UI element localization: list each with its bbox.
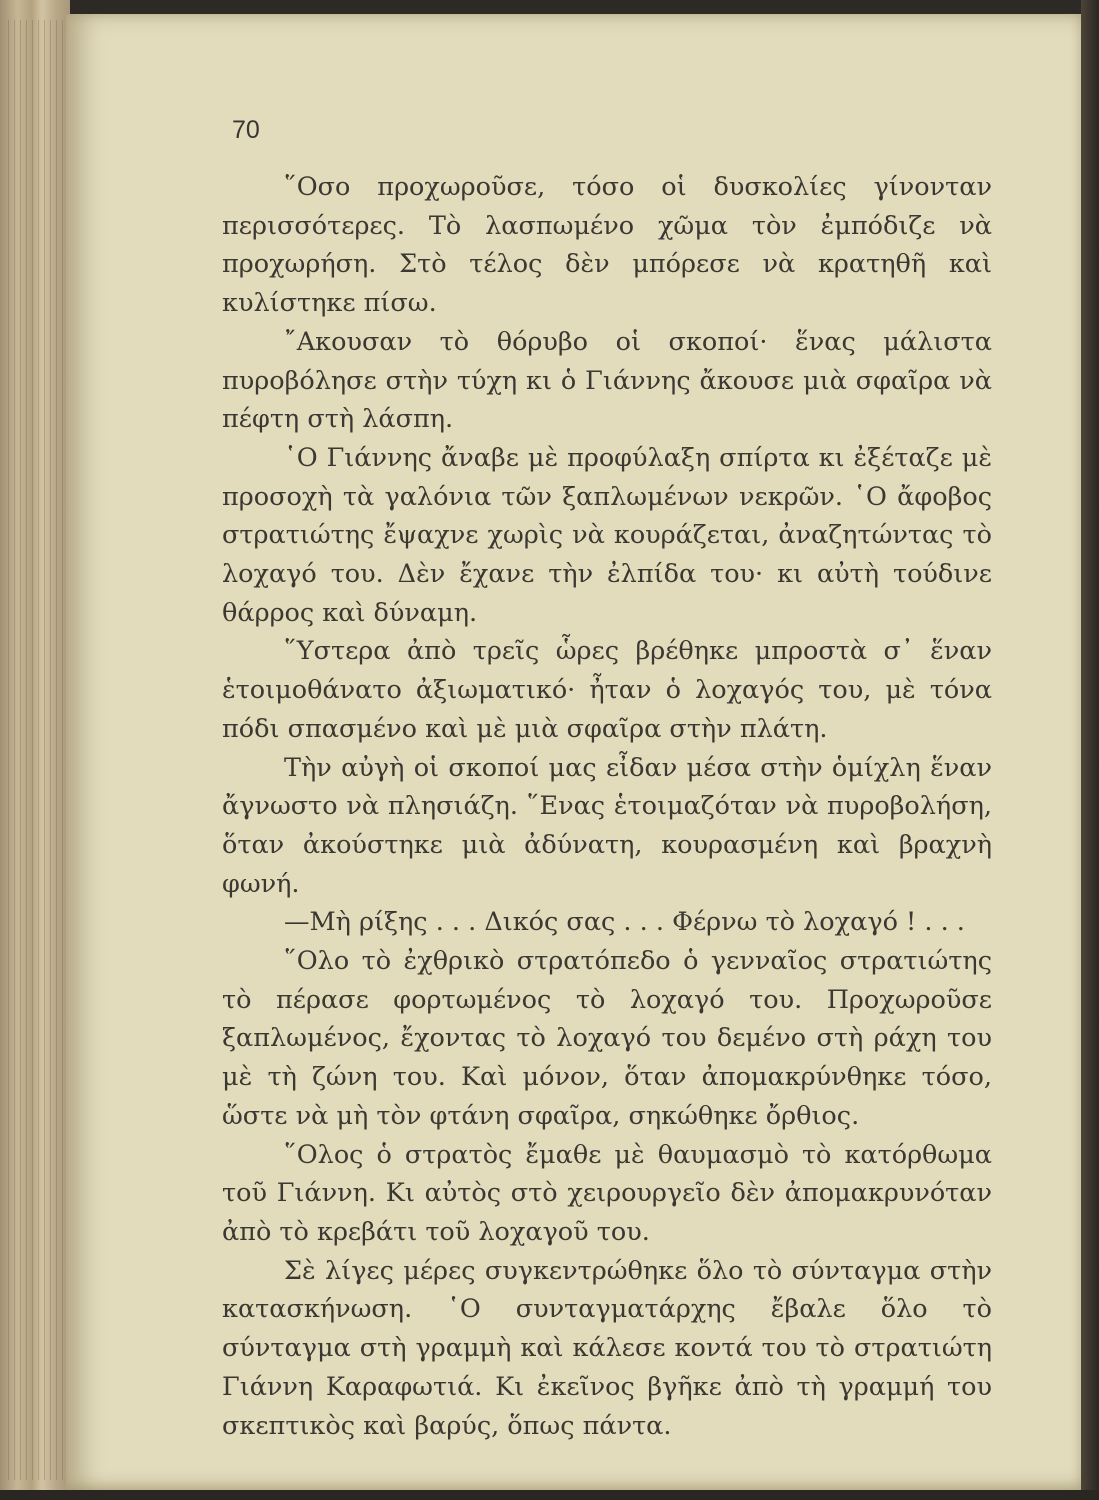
- page-number: 70: [232, 116, 260, 144]
- bottom-page-edge: [0, 1490, 1099, 1500]
- paragraph: ῞Υστερα ἀπὸ τρεῖς ὧρες βρέθηκε μπροστὰ σ᾿ ἕναν ἑτοιμοθάνατο ἀξιωματικό· ἦταν ὁ λοχαγός του, μὲ τόνα πόδι σπασμένο καὶ μὲ μιὰ σφαῖρα στὴν πλάτη.: [222, 636, 992, 744]
- paragraph: ῞Οσο προχωροῦσε, τόσο οἱ δυσκολίες γίνονταν περισσότερες. Τὸ λασπωμένο χῶμα τὸν ἐμπόδιζε νὰ προχωρήση. Στὸ τέλος δὲν μπόρεσε νὰ κρατηθῆ καὶ κυλίστηκε πίσω.: [222, 172, 992, 319]
- paragraph: Σὲ λίγες μέρες συγκεντρώθηκε ὅλο τὸ σύνταγμα στὴν κατασκήνωση. ῾Ο συνταγματάρχης ἔβαλε ὅλο τὸ σύνταγμα στὴ γραμμὴ καὶ κάλεσε κοντά του τὸ στρατιώτη Γιάννη Καραφωτιά. Κι ἐκεῖνος βγῆκε ἀπὸ τὴ γραμμή του σκεπτικὸς καὶ βαρύς, ὅπως πάντα.: [222, 1255, 992, 1441]
- paragraph: ῞Ολο τὸ ἐχθρικὸ στρατόπεδο ὁ γενναῖος στρατιώτης τὸ πέρασε φορτωμένος τὸ λοχαγό του. Προχωροῦσε ξαπλωμένος, ἔχοντας τὸ λοχαγό του δεμένο στὴ ράχη του μὲ τὴ ζώνη του. Καὶ μόνον, ὅταν ἀπομακρύνθηκε τόσο, ὥστε νὰ μὴ τὸν φτάνη σφαῖρα, σηκώθηκε ὄρθιος.: [222, 946, 992, 1131]
- book-spine-edge: [0, 0, 70, 1500]
- paragraph: Τὴν αὐγὴ οἱ σκοποί μας εἶδαν μέσα στὴν ὁμίχλη ἕναν ἄγνωστο νὰ πλησιάζη. ῞Ενας ἑτοιμαζόταν νὰ πυροβολήση, ὅταν ἀκούστηκε μιὰ ἀδύνατη, κουρασμένη καὶ βραχνὴ φωνή.: [222, 752, 992, 899]
- paragraph: ῾Ο Γιάννης ἄναβε μὲ προφύλαξη σπίρτα κι ἐξέταζε μὲ προσοχὴ τὰ γαλόνια τῶν ξαπλωμένων νεκρῶν. ῾Ο ἄφοβος στρατιώτης ἔψαχνε χωρὶς νὰ κουράζεται, ἀναζητώντας τὸ λοχαγό του. Δὲν ἔχανε τὴν ἐλπίδα του· κι αὐτὴ τούδινε θάρρος καὶ δύναμη.: [222, 442, 992, 628]
- paragraph: ῎Ακουσαν τὸ θόρυβο οἱ σκοποί· ἕνας μάλιστα πυροβόλησε στὴν τύχη κι ὁ Γιάννης ἄκουσε μιὰ σφαῖρα νὰ πέφτη στὴ λάσπη.: [222, 326, 992, 435]
- body-text: [222, 168, 992, 1445]
- dialogue-line: —Μὴ ρίξης . . . Δικός σας . . . Φέρνω τὸ λοχαγό ! . . .: [284, 907, 965, 938]
- page-edges-texture: [8, 20, 63, 1480]
- paragraph: ῞Ολος ὁ στρατὸς ἔμαθε μὲ θαυμασμὸ τὸ κατόρθωμα τοῦ Γιάννη. Κι αὐτὸς στὸ χειρουργεῖο δὲν ἀπομακρυνόταν ἀπὸ τὸ κρεβάτι τοῦ λοχαγοῦ του.: [222, 1139, 992, 1247]
- right-page-edge: [1081, 0, 1099, 1500]
